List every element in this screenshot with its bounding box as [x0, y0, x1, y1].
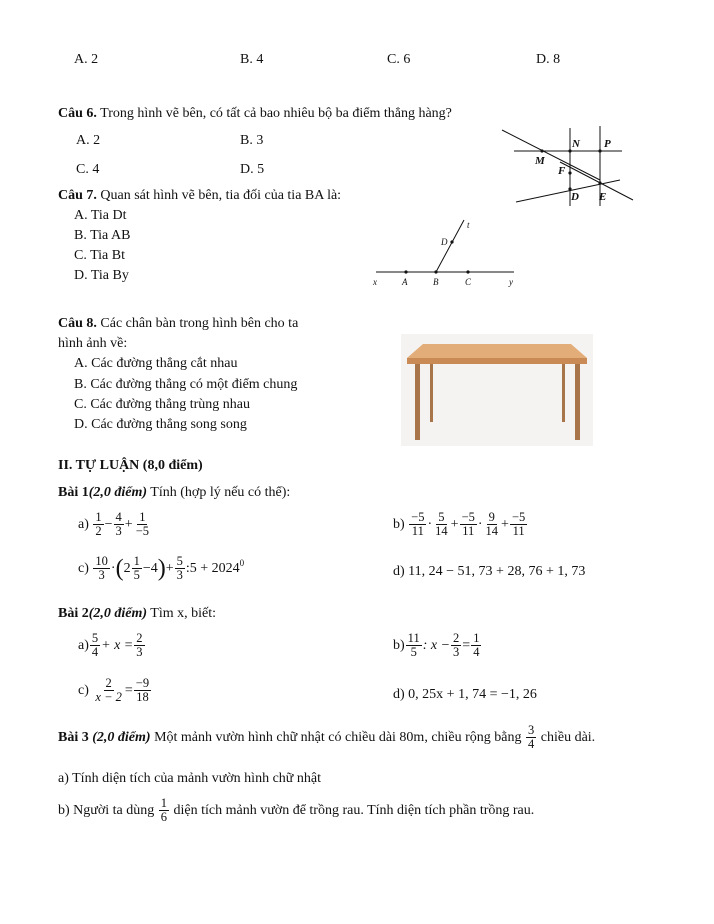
q6-line-1: [502, 130, 600, 180]
bai1-d: [393, 564, 585, 580]
bai3-frac: $\frac{3}{4}$: [528, 723, 535, 752]
q7-point-a: [404, 270, 407, 273]
bai3-label: Bài 3: [58, 729, 89, 745]
q8-label: Câu 8.: [58, 316, 97, 331]
bai2-text: Tìm x, biết:: [147, 606, 217, 621]
bai3-points: (2,0 điểm): [88, 729, 151, 745]
q6-point-f: [568, 171, 571, 174]
q8-option-a: A. Các đường thẳng cắt nhau: [74, 356, 238, 371]
q7-point-d: [450, 240, 453, 243]
bai1-b: b) $\frac{-5}{11}$ · $\frac{5}{14}$ + $\frac{-5}{11}$ · $\frac{9}{14}$ + $\frac{-5}{11}$: [393, 510, 526, 539]
q8-text-1: Các chân bàn trong hình bên cho ta: [96, 316, 299, 331]
bai1-b-frac1: $\frac{-5}{11}$: [411, 510, 425, 539]
bai3-b-text-2: diện tích mảnh vườn để trồng rau. Tính diện tích phần trồng rau.: [170, 802, 535, 818]
bai1-c-mixed: 2 $\frac{1}{5}$: [123, 554, 140, 583]
q6-point-e: [598, 181, 601, 184]
q5-option-b: B. 4: [240, 52, 264, 67]
q7-label-b: B: [433, 277, 439, 287]
bai1-d-expr: 11, 24 − 51, 73 + 28, 76 + 1, 73: [408, 564, 586, 579]
bai3-text-1: Một mảnh vườn hình chữ nhật có chiều dài 80m, chiều rộng bằng: [150, 729, 522, 745]
q6-label-p: P: [604, 138, 611, 150]
bai2-b-frac2: $\frac{2}{3}$: [453, 631, 460, 660]
q6-text: Trong hình vẽ bên, có tất cả bao nhiêu bộ ba điểm thẳng hàng?: [96, 106, 452, 121]
bai2-d: [393, 687, 537, 703]
q7-point-b: [434, 270, 437, 273]
q7-option-b: B. Tia AB: [74, 228, 131, 243]
bai1-a-label: a): [78, 516, 89, 532]
bai2-a-frac1: $\frac{5}{4}$: [91, 631, 99, 660]
table-leg-back-left: [430, 364, 433, 422]
q5-option-c: C. 6: [387, 52, 411, 67]
q6-option-a: A. 2: [76, 133, 101, 148]
bai2-c-label: c): [78, 682, 89, 698]
bai1-c: c) $\frac{10}{3}$ ·( 2 $\frac{1}{5}$ −4)+ $\frac{5}{3}$ :5 + $2024^0$: [78, 554, 245, 583]
q7-label: Câu 7.: [58, 188, 97, 203]
bai1-b-frac4: $\frac{9}{14}$: [485, 510, 499, 539]
q6-option-c: C. 4: [76, 162, 100, 177]
bai1-c-frac1: $\frac{10}{3}$: [95, 554, 108, 583]
q7-text: Quan sát hình vẽ bên, tia đối của tia BA là:: [96, 188, 342, 203]
bai1-points: (2,0 điểm): [88, 485, 148, 500]
bai1-d-label: d): [393, 564, 405, 579]
q7-option-d: D. Tia By: [74, 268, 129, 283]
q7-label-x: x: [373, 277, 377, 287]
bai3-a: a) Tính diện tích của mảnh vườn hình chữ nhật: [58, 771, 321, 786]
q6-label-m: M: [535, 155, 545, 167]
q7-label-a: A: [402, 277, 408, 287]
q6-label-f: F: [558, 165, 566, 177]
q5-option-d: D. 8: [536, 52, 561, 67]
q7-label-y: y: [509, 277, 513, 287]
table-top: [407, 344, 587, 358]
bai2-b-label: b): [393, 637, 405, 653]
bai1-a-frac1: $\frac{1}{2}$: [95, 510, 102, 539]
bai1-b-frac5: $\frac{-5}{11}$: [511, 510, 526, 539]
q6-label: Câu 6.: [58, 106, 97, 121]
bai2-points: (2,0 điểm): [88, 606, 148, 621]
bai2-label: Bài 2: [58, 606, 89, 621]
q7-label-c: C: [465, 277, 472, 287]
q5-option-a: A. 2: [74, 52, 99, 67]
bai1-b-frac3: $\frac{-5}{11}$: [461, 510, 475, 539]
q7-question: [58, 188, 341, 204]
q7-label-t: t: [467, 220, 470, 230]
table-leg-front-left: [415, 364, 420, 440]
q6-label-n: N: [572, 138, 580, 150]
bai1-heading: [58, 485, 290, 501]
q8-option-c: C. Các đường thẳng trùng nhau: [74, 397, 250, 412]
bai2-a: a) $\frac{5}{4}$ + x = $\frac{2}{3}$: [78, 631, 143, 660]
q8-question-line2: hình ảnh về:: [58, 336, 128, 351]
q8-question-line1: [58, 316, 298, 332]
q6-figure: [500, 122, 640, 206]
bai2-d-expr: 0, 25x + 1, 74 = −1, 26: [408, 687, 537, 702]
q8-option-b: B. Các đường thẳng có một điểm chung: [74, 377, 298, 392]
table-leg-back-right: [562, 364, 565, 422]
bai1-b-label: b): [393, 516, 405, 532]
q8-option-d: D. Các đường thẳng song song: [74, 417, 247, 432]
bai1-c-frac2: $\frac{5}{3}$: [176, 554, 183, 583]
q8-table-image: [401, 334, 593, 446]
bai2-b-frac3: $\frac{1}{4}$: [473, 631, 480, 660]
bai1-label: Bài 1: [58, 485, 89, 500]
q6-point-p: [598, 149, 601, 152]
q7-option-c: C. Tia Bt: [74, 248, 125, 263]
bai2-a-frac2: $\frac{2}{3}$: [136, 631, 143, 660]
bai1-a-frac2: $\frac{4}{3}$: [115, 510, 122, 539]
q6-question: [58, 106, 452, 122]
q6-label-d: D: [571, 191, 579, 203]
bai3-b: [58, 797, 534, 824]
bai2-c-frac2: $\frac{-9}{18}$: [135, 676, 150, 705]
table-leg-front-right: [575, 364, 580, 440]
bai2-heading: [58, 606, 216, 622]
bai2-c-frac1: $\frac{2}{x - 2}$: [95, 676, 122, 705]
q6-option-b: B. 3: [240, 133, 264, 148]
q6-label-e: E: [599, 191, 607, 203]
section2-title: II. TỰ LUẬN (8,0 điểm): [58, 458, 203, 473]
q6-point-m: [540, 149, 543, 152]
bai2-b-frac1: $\frac{11}{5}$: [407, 631, 420, 660]
bai2-c: c) $\frac{2}{x - 2}$ = $\frac{-9}{18}$: [78, 676, 150, 705]
bai1-b-frac2: $\frac{5}{14}$: [435, 510, 448, 539]
table-top-edge: [407, 358, 587, 364]
q7-figure: [370, 218, 520, 292]
bai2-b: b) $\frac{11}{5}$ : x − $\frac{2}{3}$ = $\frac{1}{4}$: [393, 631, 480, 660]
bai2-d-label: d): [393, 687, 405, 702]
bai3-text-2: chiều dài.: [537, 729, 596, 745]
q7-option-a: A. Tia Dt: [74, 208, 127, 223]
bai1-text: Tính (hợp lý nếu có thể):: [147, 485, 291, 500]
bai1-a-frac3: $\frac{1}{-5}$: [135, 510, 150, 539]
bai2-a-label: a): [78, 637, 89, 653]
q6-option-d: D. 5: [240, 162, 265, 177]
bai1-a: a) $\frac{1}{2}$ − $\frac{4}{3}$ + $\frac{1}{-5}$: [78, 510, 150, 539]
bai3-b-frac: $\frac{1}{6}$: [160, 796, 168, 825]
bai3-b-text-1: b) Người ta dùng: [58, 802, 155, 818]
bai3-heading: [58, 724, 595, 751]
bai1-c-label: c): [78, 560, 89, 576]
q7-label-d: D: [441, 237, 448, 247]
q7-point-c: [466, 270, 469, 273]
